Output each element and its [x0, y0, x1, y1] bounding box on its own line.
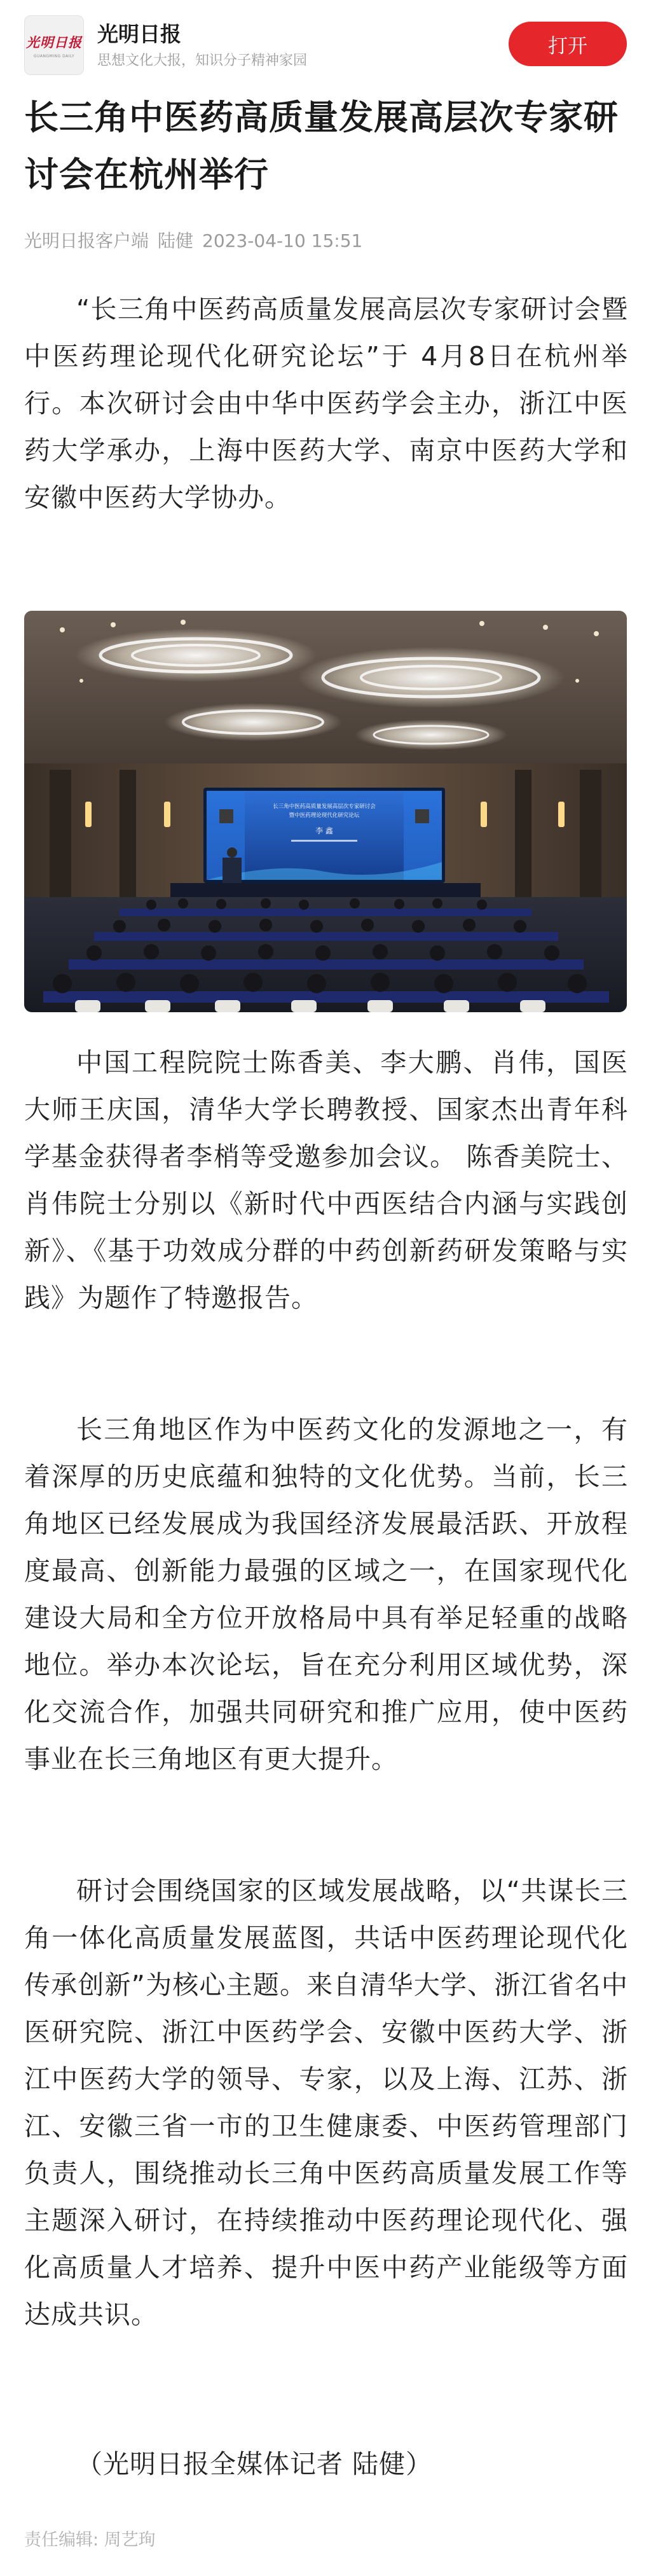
screen-title: 长三角中医药高质量发展高层次专家研讨会 — [273, 804, 376, 810]
article-byline: （光明日报全媒体记者 陆健） — [76, 2449, 433, 2479]
screen-subtitle: 暨中医药理论现代化研究论坛 — [289, 812, 360, 819]
app-slogan: 思想文化大报，知识分子精神家园 — [97, 53, 308, 69]
article-meta — [24, 227, 371, 253]
article-datetime: 2023-04-10 15:51 — [202, 230, 363, 251]
stage — [170, 883, 481, 897]
app-logo — [24, 15, 84, 75]
article-author: 陆健 — [158, 230, 194, 251]
article-title: 长三角中医药高质量发展高层次专家研讨会在杭州举行 — [24, 97, 619, 195]
article-paragraph: “长三角中医药高质量发展高层次专家研讨会暨中医药理论现代化研究论坛”于 4月8日在杭州举行。本次研讨会由中华中医药学会主办，浙江中医药大学承办，上海中医药大学、南京中医药大学和安徽中医药大学协办。 — [24, 294, 628, 513]
screen-label: 李 鑫 — [315, 826, 333, 835]
responsible-editor: 责任编辑: 周艺珣 — [24, 2530, 156, 2550]
article-paragraph: 中国工程院院士陈香美、李大鹏、肖伟，国医大师王庆国，清华大学长聘教授、国家杰出青年科学基金获得者李梢等受邀参加会议。 陈香美院士、肖伟院士分别以《新时代中西医结合内涵与实践创新》、《基于功效成分群的中药创新药研发策略与实践》为题作了特邀报告。 — [24, 1047, 628, 1313]
open-app-button[interactable]: 打开 — [509, 22, 627, 66]
logo-subtext: GUANGMING DAILY — [33, 53, 75, 59]
app-name: 光明日报 — [97, 22, 181, 46]
article-paragraph: 长三角地区作为中医药文化的发源地之一，有着深厚的历史底蕴和独特的文化优势。当前，长三角地区已经发展成为我国经济发展最活跃、开放程度最高、创新能力最强的区域之一，在国家现代化建设大局和全方位开放格局中具有举足轻重的战略地位。举办本次论坛，旨在充分利用区域优势，深化交流合作，加强共同研究和推广应用，使中医药事业在长三角地区有更大提升。 — [24, 1414, 628, 1774]
conference-photo — [24, 611, 627, 1012]
logo-wordmark: 光明日报 — [26, 34, 82, 50]
article-paragraph: 研讨会围绕国家的区域发展战略，以“共谋长三角一体化高质量发展蓝图，共话中医药理论现代化传承创新”为核心主题。来自清华大学、浙江省名中医研究院、浙江中医药学会、安徽中医药大学、浙江中医药大学的领导、专家，以及上海、江苏、浙江、安徽三省一市的卫生健康委、中医药管理部门负责人，围绕推动长三角中医药高质量发展工作等主题深入研讨，在持续推动中医药理论现代化、强化高质量人才培养、提升中医中药产业能级等方面达成共识。 — [24, 1876, 628, 2330]
app-banner — [0, 0, 651, 84]
article-source: 光明日报客户端 — [24, 230, 149, 251]
